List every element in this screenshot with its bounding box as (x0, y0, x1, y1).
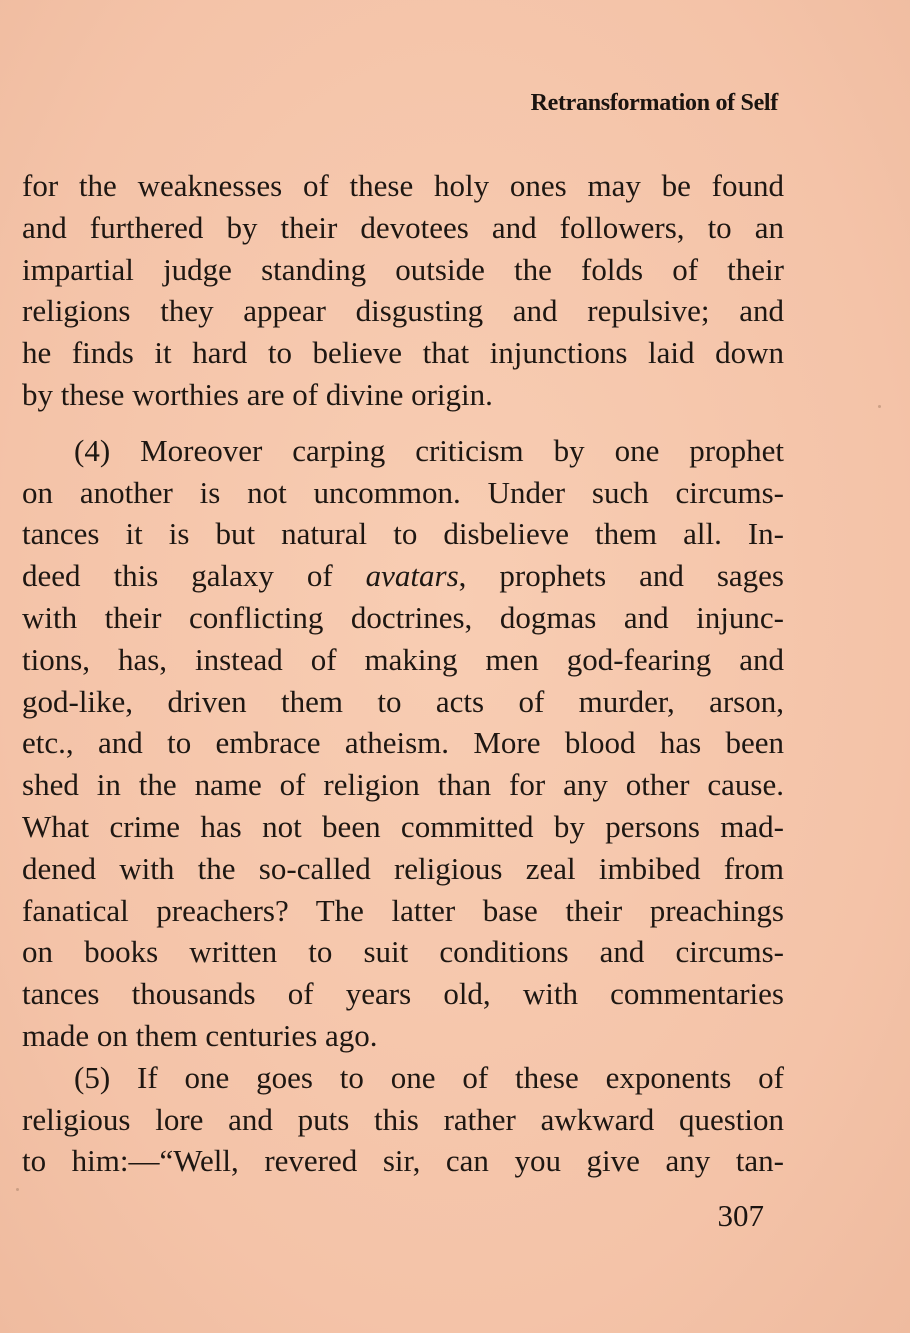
text-line: god-like, driven them to acts of murder, arson, (22, 683, 784, 719)
text-line: by these worthies are of divine origin. (22, 376, 493, 412)
paragraph-3 (22, 1057, 784, 1182)
text-line: tances thousands of years old, with commentaries (22, 976, 784, 1012)
page-number: 307 (717, 1198, 764, 1233)
text-line: with their conflicting doctrines, dogmas and injunc- (22, 599, 784, 635)
text-line: he finds it hard to believe that injunctions laid down (22, 335, 784, 371)
text-line: tances it is but natural to disbelieve them all. In- (22, 516, 784, 552)
text-line: What crime has not been committed by persons mad- (22, 808, 784, 844)
text-line: dened with the so-called religious zeal imbibed from (22, 850, 784, 886)
paper-speck (16, 1188, 19, 1191)
text-line: etc., and to embrace atheism. More blood has been (22, 725, 784, 761)
text-line: religious lore and puts this rather awkward question (22, 1101, 784, 1137)
text-line: and furthered by their devotees and followers, to an (22, 209, 784, 245)
text-line: religions they appear disgusting and repulsive; and (22, 293, 784, 329)
paragraph-2 (22, 430, 784, 1057)
running-header: Retransformation of Self (530, 90, 778, 116)
text-line: fanatical preachers? The latter base their preachings (22, 892, 784, 928)
text-line: (5) If one goes to one of these exponents of (74, 1059, 784, 1095)
text-line: on books written to suit conditions and circums- (22, 934, 784, 970)
text-line: made on them centuries ago. (22, 1017, 378, 1053)
paragraph-1 (22, 165, 784, 416)
text-line: deed this galaxy of avatars, prophets and sages (22, 558, 784, 594)
text-line: on another is not uncommon. Under such circums- (22, 474, 784, 510)
text-line: shed in the name of religion than for any other cause. (22, 767, 784, 803)
italic-term: avatars (365, 558, 459, 594)
paper-speck (878, 405, 881, 408)
text-line: to him:—“Well, revered sir, can you give any tan- (22, 1143, 784, 1179)
text-line: tions, has, instead of making men god-fearing and (22, 641, 784, 677)
text-line: impartial judge standing outside the folds of their (22, 251, 784, 287)
text-line: for the weaknesses of these holy ones may be found (22, 168, 784, 203)
text-line: (4) Moreover carping criticism by one prophet (74, 432, 784, 468)
body-text (22, 165, 784, 1182)
